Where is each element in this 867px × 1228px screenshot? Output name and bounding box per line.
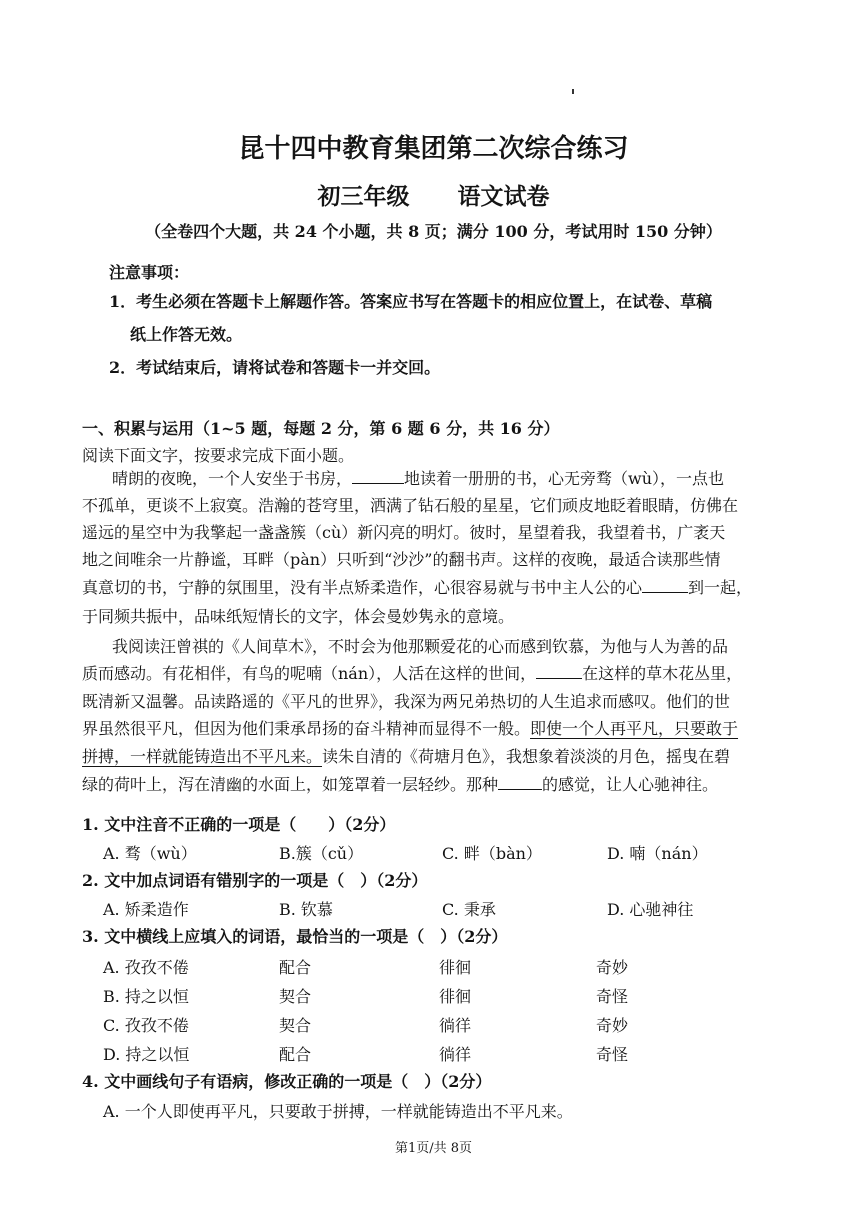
q3-row-a-col3: 徘徊: [439, 958, 472, 977]
notice-item-1-cont: 纸上作答无效。: [130, 325, 243, 344]
scan-mark: [572, 89, 574, 94]
passage-text: 真意切的书，宁静的氛围里，没有半点矫柔造作，心很容易就与书中主人公的心: [82, 578, 643, 597]
q3-row-d-col1: D. 持之以恒: [103, 1045, 190, 1064]
grade-label: 初三年级: [317, 183, 410, 210]
passage-line: 地之间唯余一片静谧，耳畔（pàn）只听到“沙沙”的翻书声。这样的夜晚，最适合读那些情: [82, 550, 721, 569]
question-3-stem: 3. 文中横线上应填入的词语，最恰当的一项是（ ）（2分）: [82, 927, 508, 946]
q3-row-b-col3: 徘徊: [439, 987, 472, 1006]
fill-blank: [642, 578, 688, 593]
section-instruction: 阅读下面文字，按要求完成下面小题。: [82, 446, 355, 465]
passage-text: 质而感动。有花相伴，有鸟的呢喃（nán），人活在这样的世间，: [82, 664, 537, 683]
passage-line: [82, 772, 718, 798]
passage-line: [82, 716, 738, 742]
passage-text: 地读着一册册的书，心无旁骛（wù），一点也: [404, 469, 725, 488]
passage-text: 绿的荷叶上，泻在清幽的水面上，如笼罩着一层轻纱。那种: [82, 775, 499, 794]
passage-line: [82, 744, 730, 770]
passage-text: 界虽然很平凡，但因为他们秉承昂扬的奋斗精神而显得不一般。: [82, 719, 531, 738]
q2-option-b: B. 钦慕: [279, 900, 333, 919]
passage-line: 于同频共振中，品味纸短情长的文字，体会曼妙隽永的意境。: [82, 607, 515, 626]
question-1-stem: 1. 文中注音不正确的一项是（ ）（2分）: [82, 815, 396, 834]
exam-info: （全卷四个大题，共 24 个小题，共 8 页；满分 100 分，考试用时 150 分钟）: [145, 222, 722, 241]
passage-text: 在这样的草木花丛里，: [582, 664, 743, 683]
question-2-stem: 2. 文中加点词语有错别字的一项是（ ）（2分）: [82, 871, 428, 890]
q3-row-c-col2: 契合: [279, 1016, 312, 1035]
passage-text: 的感觉，让人心驰神往。: [542, 775, 719, 794]
q3-row-c-col3: 徜徉: [439, 1016, 472, 1035]
q3-row-b-col4: 奇怪: [596, 987, 629, 1006]
q3-row-a-col4: 奇妙: [596, 958, 629, 977]
passage-line: [112, 466, 724, 492]
notice-item-2: 2．考试结束后，请将试卷和答题卡一并交回。: [109, 358, 441, 377]
q4-option-a: A. 一个人即使再平凡，只要敢于拼搏，一样就能铸造出不平凡来。: [103, 1102, 573, 1121]
passage-text: 晴朗的夜晚，一个人安坐于书房，: [112, 469, 353, 488]
passage-line: 不孤单，更谈不上寂寞。浩瀚的苍穹里，洒满了钻石般的星星，它们顽皮地眨着眼睛，仿佛在: [82, 496, 739, 515]
notice-item-1: 1．考生必须在答题卡上解题作答。答案应书写在答题卡的相应位置上，在试卷、草稿: [109, 292, 713, 311]
underlined-sentence: 即使一个人再平凡，只要敢于: [530, 719, 739, 738]
q2-option-a: A. 矫柔造作: [103, 900, 189, 919]
q1-option-c: C. 畔（bàn）: [442, 844, 542, 863]
q3-row-d-col2: 配合: [279, 1045, 312, 1064]
subject-label: 语文试卷: [457, 183, 550, 210]
q3-row-b-col2: 契合: [279, 987, 312, 1006]
q1-option-d: D. 喃（nán）: [607, 844, 708, 863]
passage-line: 我阅读汪曾祺的《人间草木》，不时会为他那颗爱花的心而感到钦慕，为他与人为善的品: [112, 637, 729, 656]
question-4-stem: 4. 文中画线句子有语病，修改正确的一项是（ ）（2分）: [82, 1072, 492, 1091]
page-footer: 第1页/共 8页: [394, 1141, 473, 1156]
exam-subtitle: [0, 178, 867, 211]
exam-title: 昆十四中教育集团第二次综合练习: [238, 134, 629, 164]
q2-option-d: D. 心驰神往: [607, 900, 694, 919]
passage-line: [82, 575, 752, 601]
passage-line: 既清新又温馨。品读路遥的《平凡的世界》，我深为两兄弟热切的人生追求而感叹。他们的世: [82, 692, 731, 711]
q3-row-d-col4: 奇怪: [596, 1045, 629, 1064]
passage-text: 到一起，: [688, 578, 753, 597]
q3-row-d-col3: 徜徉: [439, 1045, 472, 1064]
q1-option-b: B.簇（cǔ）: [279, 844, 364, 863]
q3-row-b-col1: B. 持之以恒: [103, 987, 189, 1006]
fill-blank: [536, 664, 582, 679]
passage-text: 读朱自清的《荷塘月色》，我想象着淡淡的月色，摇曳在碧: [322, 747, 731, 766]
passage-line: [82, 661, 742, 687]
q2-option-c: C. 秉承: [442, 900, 496, 919]
notice-heading: 注意事项：: [109, 263, 190, 282]
fill-blank: [352, 469, 404, 484]
section-heading: 一、积累与运用（1~5 题，每题 2 分，第 6 题 6 分，共 16 分）: [82, 419, 560, 438]
q3-row-c-col4: 奇妙: [596, 1016, 629, 1035]
q3-row-a-col2: 配合: [279, 958, 312, 977]
underlined-sentence: 拼搏，一样就能铸造出不平凡来。: [82, 747, 323, 766]
q3-row-c-col1: C. 孜孜不倦: [103, 1016, 189, 1035]
q3-row-a-col1: A. 孜孜不倦: [103, 958, 189, 977]
fill-blank: [498, 775, 542, 790]
q1-option-a: A. 骛（wù）: [103, 844, 197, 863]
passage-line: 遥远的星空中为我擎起一盏盏簇（cù）新闪亮的明灯。彼时，星望着我，我望着书，广袤天: [82, 523, 726, 542]
